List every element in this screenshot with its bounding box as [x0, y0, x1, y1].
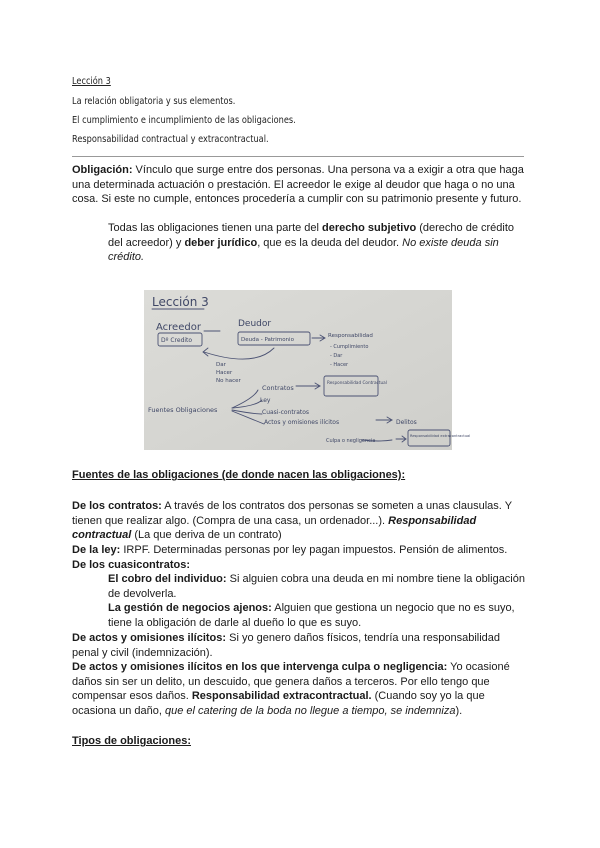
photo-cuasi: Cuasi-contratos — [262, 409, 310, 416]
header-line-3: Responsabilidad contractual y extracontractual. — [72, 134, 269, 145]
photo-actos: Actos y omisiones ilícitos — [264, 419, 340, 426]
photo-contratos: Contratos — [262, 384, 294, 392]
header-divider — [72, 156, 524, 157]
resp-extracontractual: Responsabilidad extracontractual. — [191, 690, 372, 702]
catering-example: que el catering de la boda no llegue a tiempo, se indemniza — [164, 704, 456, 717]
partes-text-1: Todas las obligaciones tienen una parte del — [108, 222, 323, 234]
partes-text-2: (derecho de crédito del acreedor) y — [108, 222, 515, 249]
resp-contractual: Responsabilidad contractual — [72, 514, 477, 541]
no-existe-deuda: No existe deuda sin crédito. — [108, 236, 499, 263]
actos-term: De actos y omisiones ilícitos: — [72, 632, 227, 644]
cobro-paragraph — [108, 572, 528, 601]
photo-no-hacer: No hacer — [216, 378, 241, 384]
partes-text-3: , que es la deuda del deudor. — [257, 236, 403, 249]
photo-acreedor: Acreedor — [156, 322, 201, 333]
photo-resp-contractual: Responsabilidad Contractual — [327, 380, 387, 385]
culpa-paragraph — [72, 660, 528, 718]
photo-deuda: Deuda - Patrimonio — [241, 337, 294, 343]
obligacion-text: Vínculo que surge entre dos personas. Una persona va a exigir a otra que haga una determinada actuación o prestación. El acreedor le exige al deudor que haga o no una cosa. Si este no cumple, entonces procedería a cumplir con su patrimonio presente y futuro. — [72, 164, 524, 205]
cobro-text: Si alguien cobra una deuda en mi nombre tiene la obligación de devolverla. — [108, 573, 525, 600]
gestion-text: Alguien que gestiona un negocio que no es suyo, tiene la obligación de darle al dueño lo que es suyo. — [108, 602, 515, 629]
actos-text: Si yo genero daños físicos, tendría una responsabilidad penal y civil (indemnización). — [72, 632, 501, 659]
culpa-text-3: ). — [455, 704, 463, 717]
contratos-text-1: A través de los contratos dos personas se someten a unas clausulas. Y tienen que realizar algo. (Compra de una casa, un ordenador...). — [72, 500, 512, 527]
photo-culpa: Culpa o negligencia — [326, 438, 376, 444]
photo-deudor: Deudor — [238, 319, 272, 329]
photo-delitos: Delitos — [396, 419, 417, 426]
ley-paragraph — [72, 543, 528, 558]
photo-hacer: Hacer — [216, 370, 233, 376]
whiteboard-surface — [144, 290, 452, 450]
photo-hacer-item: - Hacer — [330, 362, 349, 368]
actos-paragraph — [72, 631, 528, 660]
cobro-term: El cobro del individuo: — [108, 573, 227, 585]
whiteboard-photo — [144, 290, 471, 450]
photo-responsabilidad: Responsabilidad — [328, 333, 373, 339]
fuentes-heading: Fuentes de las obligaciones (de donde nacen las obligaciones): — [72, 469, 406, 481]
header-line-1: La relación obligatoria y sus elementos. — [72, 96, 236, 107]
photo-dar-item: - Dar — [330, 353, 343, 359]
deber-juridico: deber jurídico — [184, 236, 258, 249]
culpa-text-1: Yo ocasioné daños sin ser un delito, un descuido, que genera daños a terceros. Por ello tengo que compensar esos daños. — [72, 661, 510, 702]
lesson-title: Lección 3 — [72, 76, 111, 87]
contratos-paragraph — [72, 499, 528, 543]
culpa-term: De actos y omisiones ilícitos en los que intervenga culpa o negligencia: — [72, 661, 448, 673]
photo-ley: Ley — [260, 397, 271, 404]
contratos-text-2: (La que deriva de un contrato) — [131, 529, 282, 541]
ley-text: IRPF. Determinadas personas por ley pagan impuestos. Pensión de alimentos. — [120, 544, 508, 556]
tipos-heading: Tipos de obligaciones: — [72, 735, 191, 747]
derecho-subjetivo: derecho subjetivo — [322, 222, 417, 234]
photo-resp-extracontractual: Responsabilidad extracontractual — [410, 434, 471, 438]
gestion-paragraph — [108, 601, 528, 630]
cuasi-term: De los cuasicontratos: — [72, 559, 190, 571]
ley-term: De la ley: — [72, 544, 121, 556]
obligacion-term: Obligación: — [72, 164, 133, 176]
header-line-2: El cumplimiento e incumplimiento de las obligaciones. — [72, 115, 296, 126]
culpa-text-2: (Cuando soy yo la que ocasiona un daño, — [72, 690, 485, 717]
gestion-term: La gestión de negocios ajenos: — [108, 602, 272, 614]
cuasi-heading — [72, 558, 528, 573]
contratos-term: De los contratos: — [72, 500, 162, 512]
photo-title: Lección 3 — [152, 295, 209, 309]
photo-dar: Dar — [216, 362, 226, 368]
photo-cumplimiento: - Cumplimiento — [330, 344, 369, 350]
partes-paragraph — [108, 221, 528, 265]
photo-fuentes: Fuentes Obligaciones — [148, 406, 218, 414]
photo-credito: Dº Credito — [161, 337, 193, 344]
obligacion-paragraph — [72, 163, 528, 207]
